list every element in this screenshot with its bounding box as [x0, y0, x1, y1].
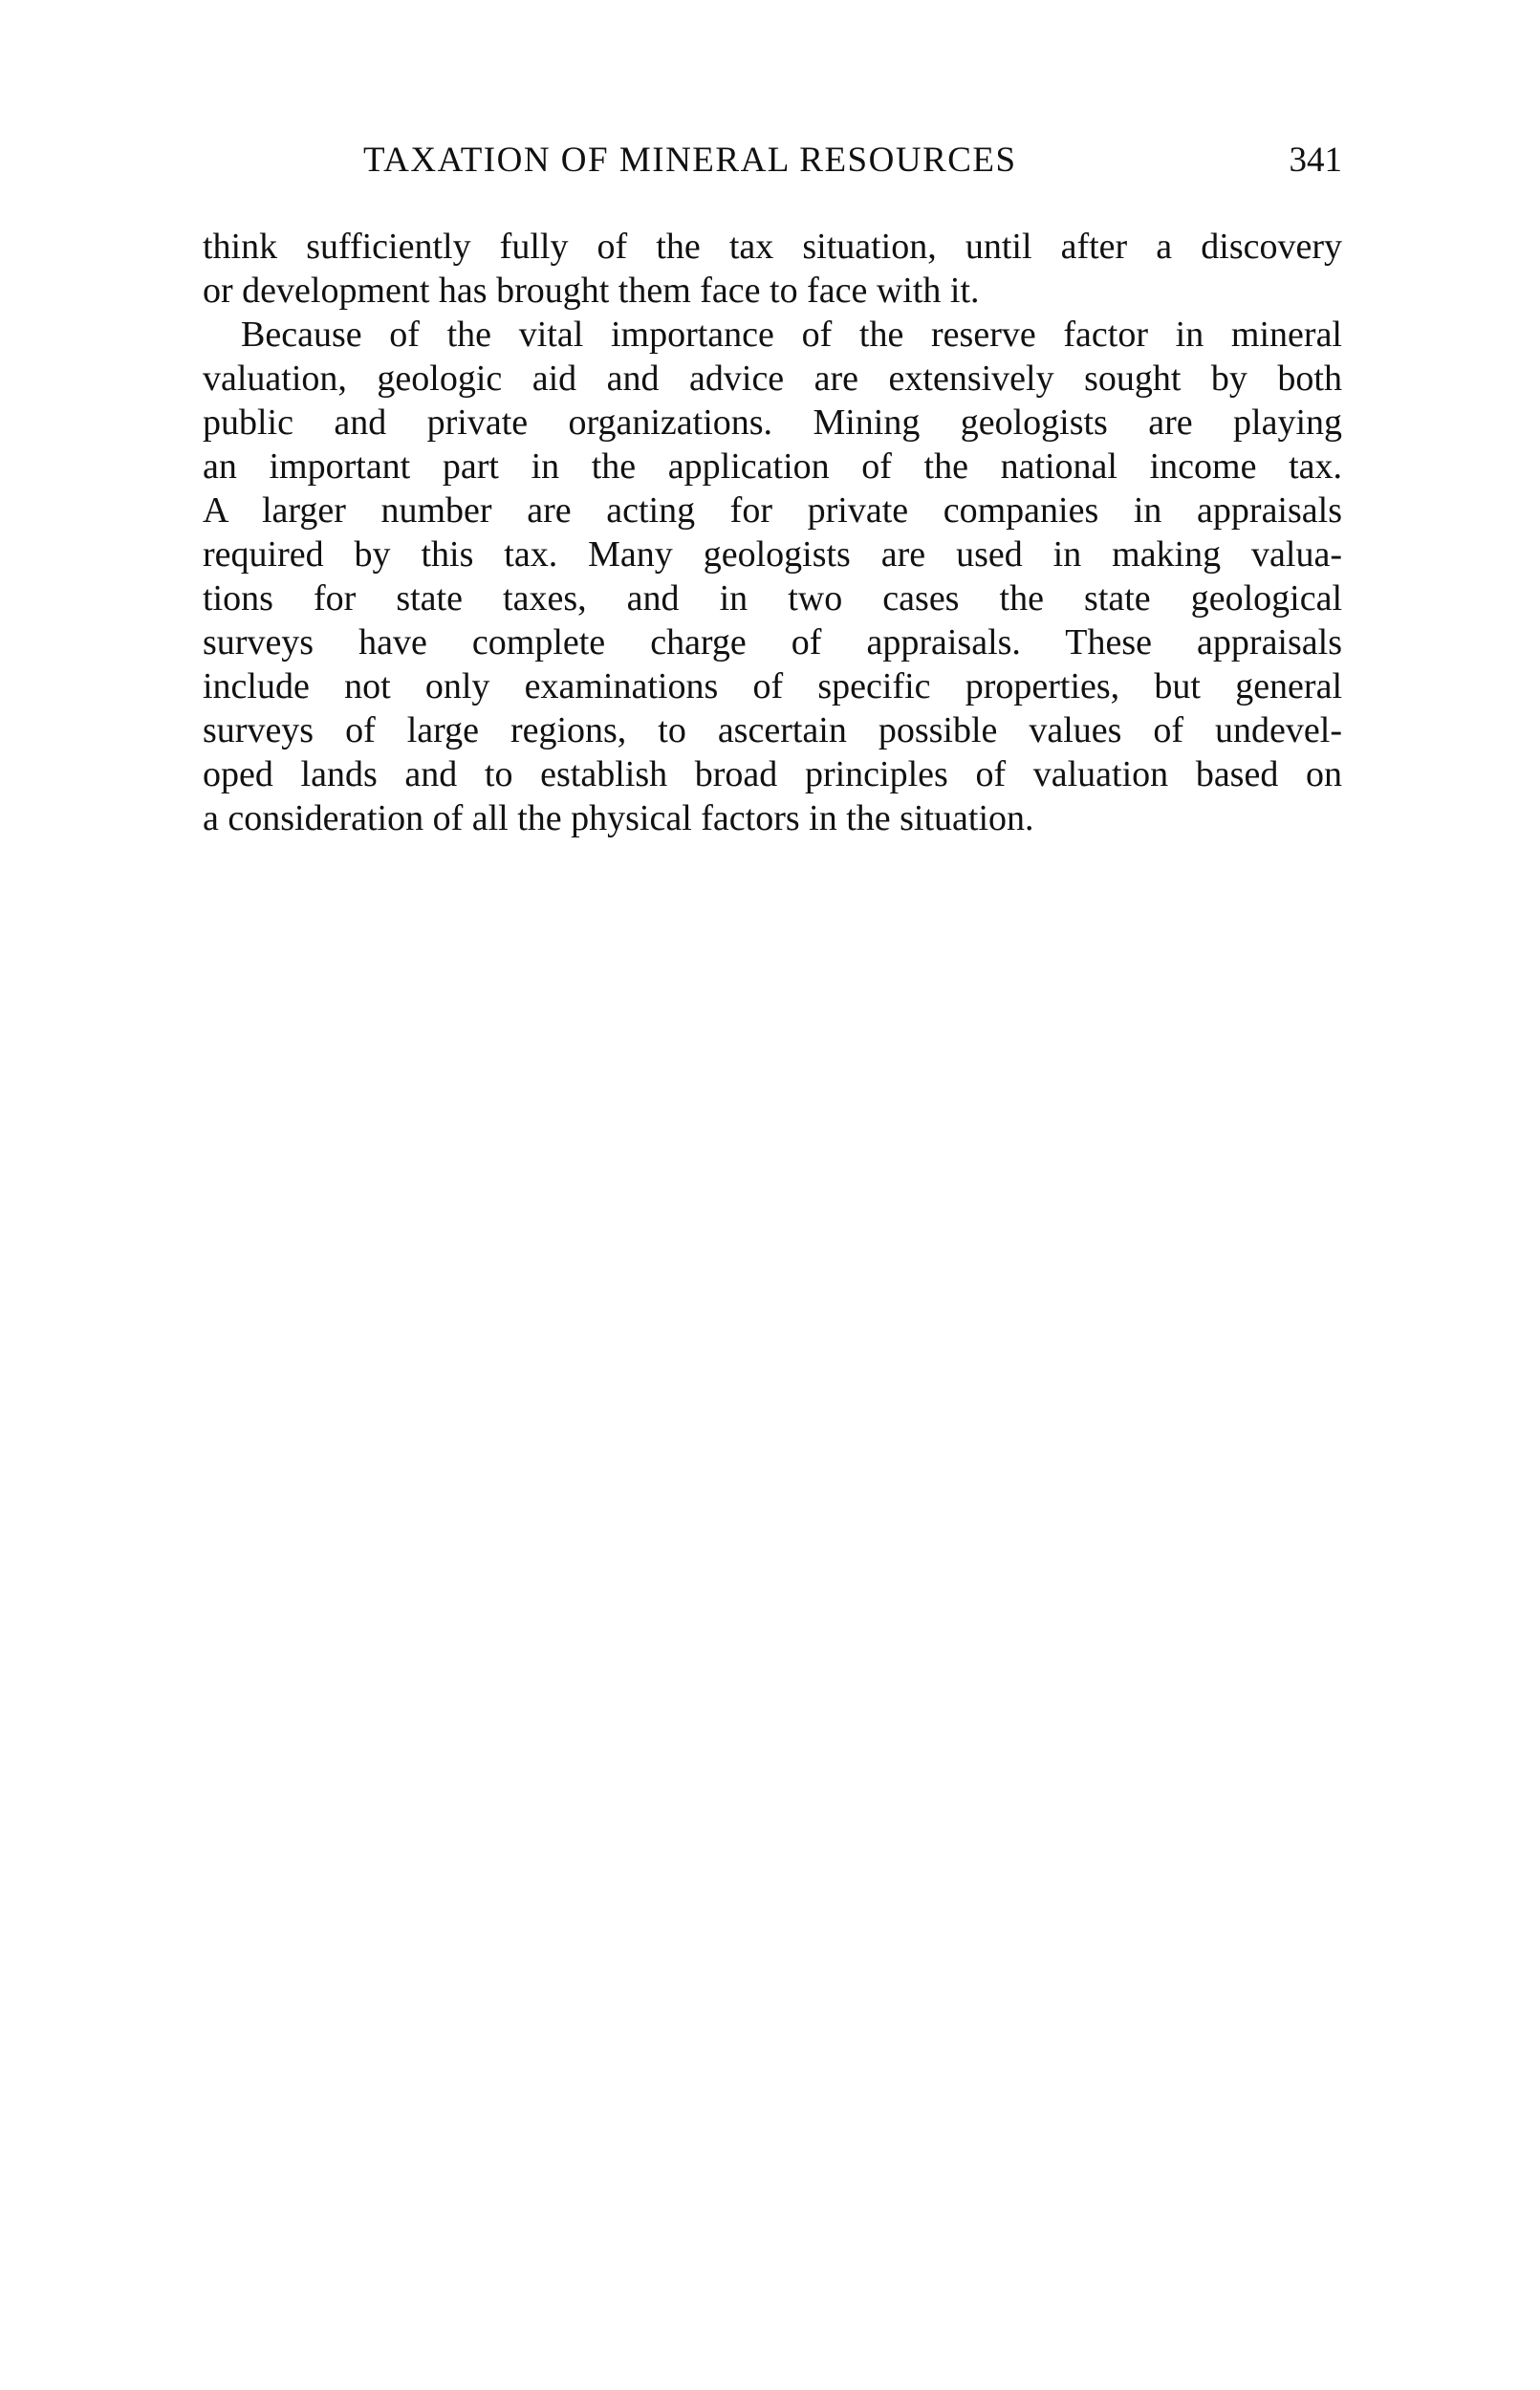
- text-line: think sufficiently fully of the tax situation, until after a discovery: [203, 227, 1342, 267]
- page-number: 341: [1289, 141, 1342, 180]
- paragraph: [203, 225, 1342, 313]
- paragraph: [203, 313, 1342, 840]
- text-line: surveys of large regions, to ascertain possible values of undevel-: [203, 710, 1342, 750]
- text-line: valuation, geologic aid and advice are extensively sought by both: [203, 358, 1342, 399]
- text-line: an important part in the application of the national income tax.: [203, 446, 1342, 487]
- text-line: Because of the vital importance of the reserve factor in mineral: [241, 315, 1342, 355]
- text-line: tions for state taxes, and in two cases the state geological: [203, 578, 1342, 619]
- text-line: a consideration of all the physical factors in the situation.: [203, 798, 1034, 838]
- page-header: [203, 140, 1342, 184]
- text-line: surveys have complete charge of appraisals. These appraisals: [203, 622, 1342, 663]
- page-body: [203, 225, 1342, 840]
- text-line: A larger number are acting for private companies in appraisals: [203, 490, 1342, 531]
- text-line: include not only examinations of specific properties, but general: [203, 666, 1342, 706]
- text-line: required by this tax. Many geologists are used in making valua-: [203, 534, 1342, 575]
- text-line: oped lands and to establish broad principles of valuation based on: [203, 754, 1342, 794]
- text-line: or development has brought them face to face with it.: [203, 271, 980, 311]
- running-title: TAXATION OF MINERAL RESOURCES: [363, 141, 1017, 180]
- text-line: public and private organizations. Mining geologists are playing: [203, 402, 1342, 443]
